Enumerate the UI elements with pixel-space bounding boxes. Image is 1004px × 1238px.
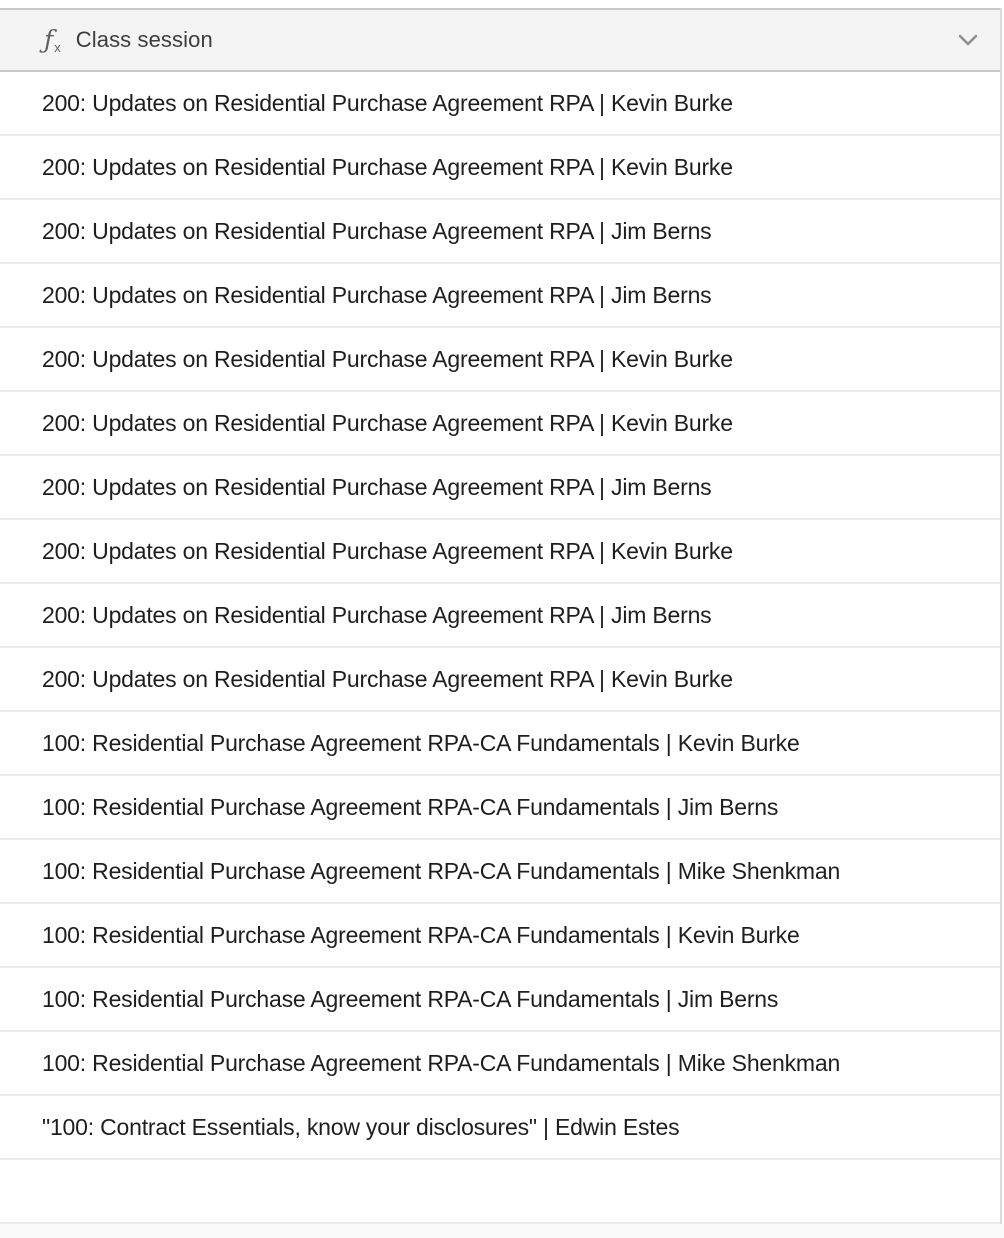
formula-fx-icon: $ƒ_x$: [44, 24, 61, 55]
cell-text: 200: Updates on Residential Purchase Agreement RPA | Jim Berns: [42, 473, 712, 500]
cell-text: 200: Updates on Residential Purchase Agreement RPA | Kevin Burke: [42, 89, 733, 116]
cell-row[interactable]: [0, 840, 1000, 904]
cell-text: 200: Updates on Residential Purchase Agreement RPA | Jim Berns: [42, 281, 712, 308]
cell-row-empty[interactable]: [0, 1160, 1000, 1224]
cell-row[interactable]: [0, 456, 1000, 520]
cell-text: 200: Updates on Residential Purchase Agreement RPA | Kevin Burke: [42, 537, 733, 564]
cell-text: 100: Residential Purchase Agreement RPA-CA Fundamentals | Kevin Burke: [42, 729, 800, 756]
cell-text: 100: Residential Purchase Agreement RPA-CA Fundamentals | Mike Shenkman: [42, 1049, 841, 1076]
cell-text: 200: Updates on Residential Purchase Agreement RPA | Kevin Burke: [42, 345, 733, 372]
cell-row[interactable]: [0, 712, 1000, 776]
class-session-column: [0, 8, 1002, 1224]
cell-row[interactable]: [0, 648, 1000, 712]
cell-text: 200: Updates on Residential Purchase Agreement RPA | Jim Berns: [42, 601, 712, 628]
cell-row[interactable]: [0, 776, 1000, 840]
cell-row[interactable]: [0, 328, 1000, 392]
cell-row[interactable]: [0, 392, 1000, 456]
cell-row[interactable]: [0, 1096, 1000, 1160]
cell-text: 200: Updates on Residential Purchase Agreement RPA | Kevin Burke: [42, 409, 733, 436]
cell-row[interactable]: [0, 200, 1000, 264]
cell-row[interactable]: [0, 520, 1000, 584]
cell-text: 200: Updates on Residential Purchase Agreement RPA | Kevin Burke: [42, 153, 733, 180]
cell-row[interactable]: [0, 968, 1000, 1032]
chevron-down-icon[interactable]: [958, 34, 978, 46]
cell-text: 100: Residential Purchase Agreement RPA-CA Fundamentals | Jim Berns: [42, 793, 779, 820]
cell-row[interactable]: [0, 264, 1000, 328]
cell-row[interactable]: [0, 584, 1000, 648]
cell-text: 100: Residential Purchase Agreement RPA-CA Fundamentals | Jim Berns: [42, 985, 779, 1012]
cell-text: "100: Contract Essentials, know your disclosures" | Edwin Estes: [42, 1113, 680, 1140]
column-header[interactable]: [0, 8, 1000, 72]
cell-row[interactable]: [0, 72, 1000, 136]
cell-text: 100: Residential Purchase Agreement RPA-CA Fundamentals | Mike Shenkman: [42, 857, 841, 884]
column-header-label: Class session: [75, 27, 213, 52]
cell-text: 200: Updates on Residential Purchase Agreement RPA | Jim Berns: [42, 217, 712, 244]
footer-strip: [0, 1224, 1004, 1238]
cell-text: 100: Residential Purchase Agreement RPA-CA Fundamentals | Kevin Burke: [42, 921, 800, 948]
cell-text: 200: Updates on Residential Purchase Agreement RPA | Kevin Burke: [42, 665, 733, 692]
cell-row[interactable]: [0, 136, 1000, 200]
cell-row[interactable]: [0, 904, 1000, 968]
cell-row[interactable]: [0, 1032, 1000, 1096]
